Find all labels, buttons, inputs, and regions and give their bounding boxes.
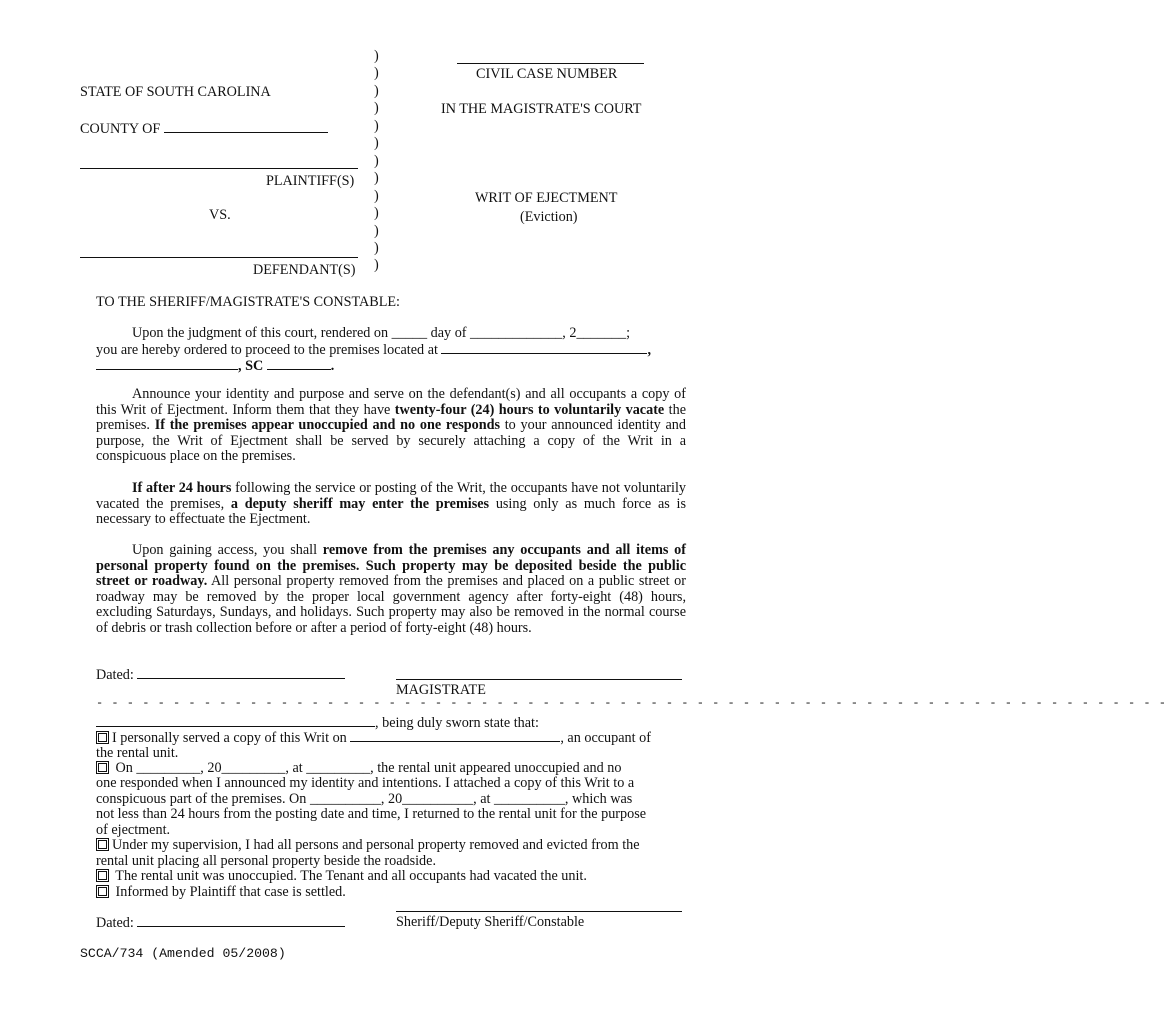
defendant-name-line[interactable]: [80, 257, 358, 258]
versus-label: VS.: [209, 207, 231, 223]
option-personal-service: I personally served a copy of this Writ on , an occupant of: [96, 729, 651, 746]
checkbox-unoccupied[interactable]: [96, 869, 109, 882]
dated-label-2: Dated:: [96, 914, 345, 931]
document-subtitle: (Eviction): [520, 209, 578, 225]
option-posting-line-3: conspicuous part of the premises. On __________, 20__________, at __________, which was: [96, 791, 633, 807]
option-removed: Under my supervision, I had all persons and personal property removed and evicted from the: [96, 837, 640, 853]
premises-line: you are hereby ordered to proceed to the premises located at ,: [96, 342, 652, 358]
entry-instructions: If after 24 hours following the service or posting of the Writ, the occupants have not voluntarily vacated the premises, a deputy sheriff may enter the premises using only as much force as is necessary to effectuate the Ejectment.: [96, 480, 686, 528]
defendant-label: DEFENDANT(S): [253, 262, 356, 278]
option-posting: On _________, 20_________, at _________, the rental unit appeared unoccupied and no: [96, 760, 621, 776]
cut-line: - - - - - - - - - - - - - - - - - - - - - - - - - - - - - - - - - - - - - - - - - - - - - - - - - - - - - - - - - - - - - - - - - - - - - -: [96, 696, 1166, 710]
caption-parens: ) ) ) ) ) ) ) ) ) ) ) ) ): [374, 48, 379, 274]
premises-city-line: , SC .: [96, 357, 334, 374]
option-unoccupied: The rental unit was unoccupied. The Tenant and all occupants had vacated the unit.: [96, 868, 587, 884]
county-label: COUNTY OF: [80, 120, 328, 137]
plaintiff-label: PLAINTIFF(S): [266, 173, 355, 189]
checkbox-settled[interactable]: [96, 885, 109, 898]
option-settled: Informed by Plaintiff that case is settled.: [96, 884, 346, 900]
plaintiff-name-line[interactable]: [80, 168, 358, 169]
officer-label: Sheriff/Deputy Sheriff/Constable: [396, 914, 585, 930]
judgment-date-line: Upon the judgment of this court, rendered on _____ day of _____________, 2_______;: [132, 325, 631, 341]
form-number: SCCA/734 (Amended 05/2008): [80, 946, 286, 961]
dated-label-1: Dated:: [96, 666, 345, 683]
affiant-name-field[interactable]: [96, 714, 375, 727]
case-number-line[interactable]: [457, 63, 644, 64]
checkbox-posting[interactable]: [96, 761, 109, 774]
option-personal-service-cont: the rental unit.: [96, 745, 179, 761]
option-posting-line-4: not less than 24 hours from the posting date and time, I returned to the rental unit for the purpose: [96, 806, 647, 822]
document-title: WRIT OF EJECTMENT: [475, 190, 618, 206]
magistrate-label: MAGISTRATE: [396, 682, 486, 698]
checkbox-personal-service[interactable]: [96, 731, 109, 744]
officer-signature-line[interactable]: [396, 911, 682, 912]
addressee-line: TO THE SHERIFF/MAGISTRATE'S CONSTABLE:: [96, 294, 400, 310]
removal-instructions: Upon gaining access, you shall remove from the premises any occupants and all items of personal property found on the premises. Such property may be deposited beside the public street or roadway. All personal property removed from the premises and placed on a public street or roadway may be removed by the proper local government agency after forty-eight (48) hours, excluding Saturdays, Sundays, and holidays. Such property may also be removed in the normal course of debris or trash collection before or after a period of forty-eight (48) hours.: [96, 542, 686, 636]
affiant-line: , being duly sworn state that:: [96, 714, 539, 731]
option-posting-line-5: of ejectment.: [96, 822, 171, 838]
date-line-1[interactable]: [137, 666, 345, 679]
state-name: STATE OF SOUTH CAROLINA: [80, 84, 271, 100]
checkbox-removed[interactable]: [96, 838, 109, 851]
option-removed-line-2: rental unit placing all personal property beside the roadside.: [96, 853, 436, 869]
court-name: IN THE MAGISTRATE'S COURT: [441, 101, 642, 117]
service-instructions: Announce your identity and purpose and serve on the defendant(s) and all occupants a copy of this Writ of Ejectment. Inform them that they have twenty-four (24) hours to voluntarily vacate the premises. If the premises appear unoccupied and no one responds to your announced identity and purpose, the Writ of Ejectment shall be served by securely attaching a copy of the Writ in a conspicuous place on the premises.: [96, 386, 686, 465]
case-number-label: CIVIL CASE NUMBER: [476, 66, 618, 82]
option-posting-line-2: one responded when I announced my identity and intentions. I attached a copy of this Writ to a: [96, 775, 635, 791]
date-line-2[interactable]: [137, 914, 345, 927]
magistrate-signature-line[interactable]: [396, 679, 682, 680]
